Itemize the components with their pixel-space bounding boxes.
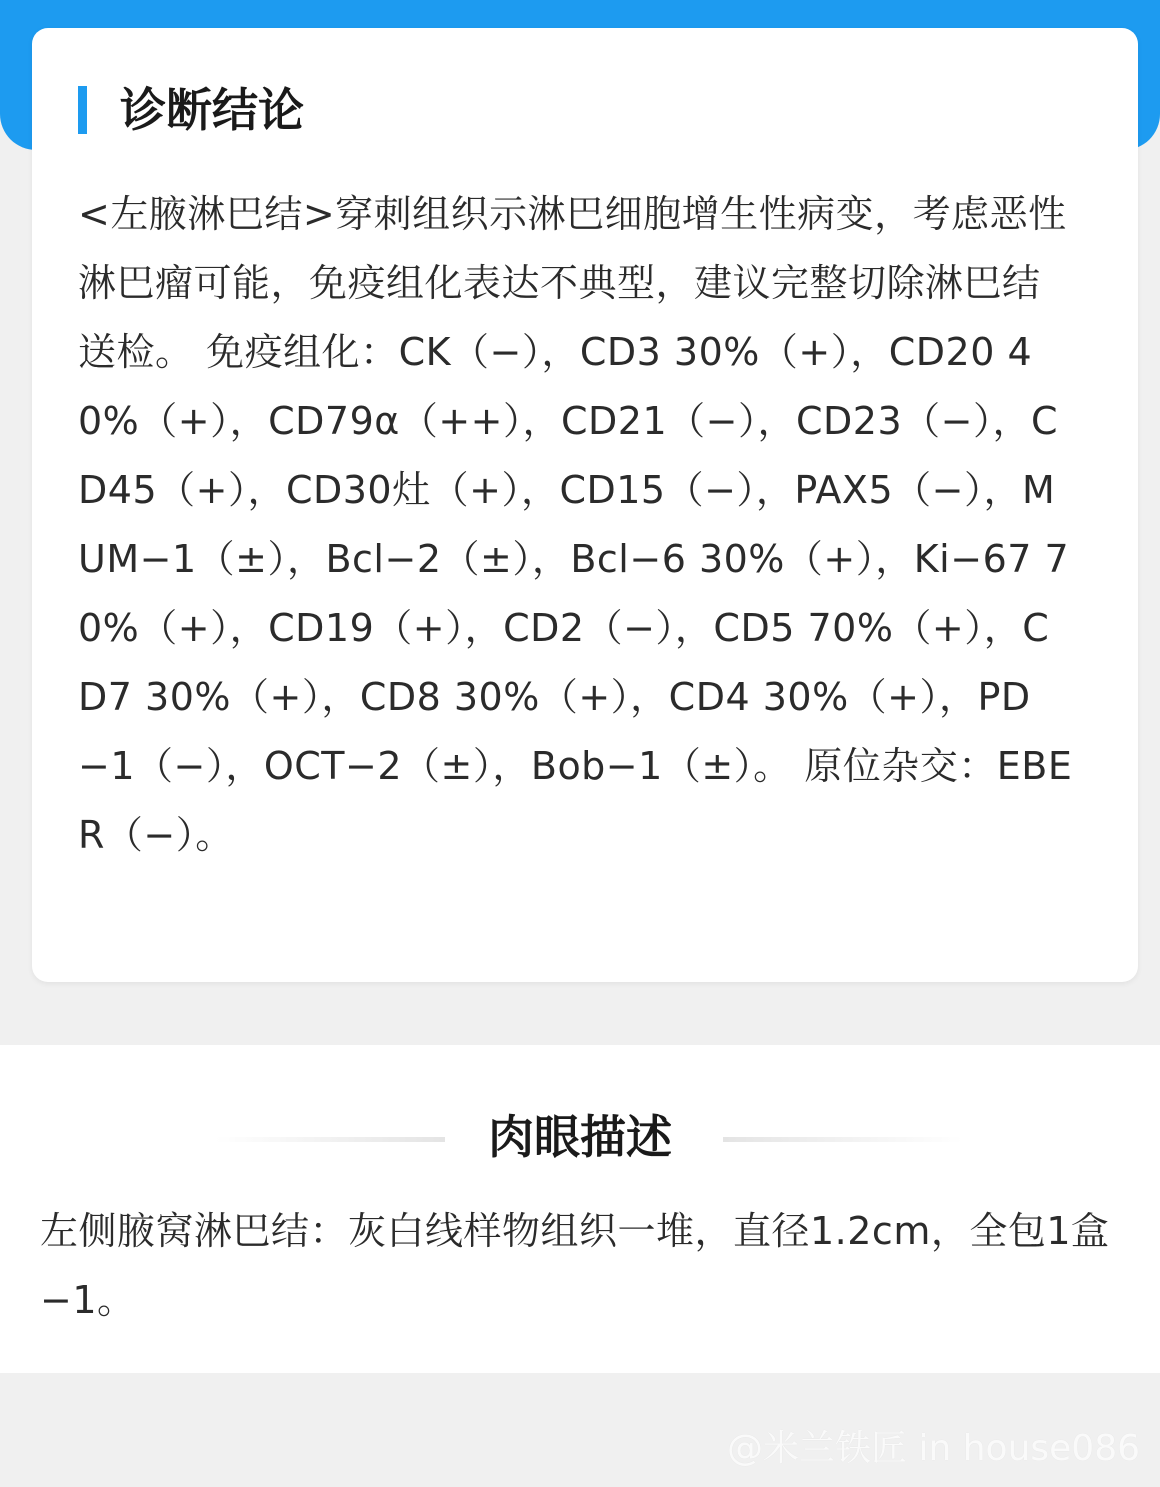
watermark: @米兰铁匠 in house086 — [727, 1428, 1140, 1469]
gross-description-title: 肉眼描述 — [488, 1110, 672, 1164]
title-accent-bar — [78, 86, 87, 134]
diagnosis-text: <左腋淋巴结>穿刺组织示淋巴细胞增生性病变，考虑恶性淋巴瘤可能，免疫组化表达不典型，建议完整切除淋巴结送检。 免疫组化：CK（−），CD3 30%（+），CD20 40%（+），CD79α（++），CD21（−），CD23（−），CD45（+），CD30灶（+），CD15（−），PAX5（−），MUM−1（±），Bcl−2（±），Bcl−6 30%（+），Ki−67 70%（+），CD19（+），CD2（−），CD5 70%（+），CD7 30%（+），CD8 30%（+），CD4 30%（+），PD−1（−），OCT−2（±），Bob−1（±）。 原位杂交：EBER（−）。 — [78, 192, 1073, 857]
gross-description-section — [0, 1045, 1160, 1373]
diagnosis-title: 诊断结论 — [120, 83, 304, 137]
gross-description-text: 左侧腋窝淋巴结：灰白线样物组织一堆，直径1.2cm，全包1盒−1。 — [40, 1209, 1110, 1322]
diagnosis-card — [32, 28, 1138, 982]
title-divider-right — [723, 1137, 963, 1142]
